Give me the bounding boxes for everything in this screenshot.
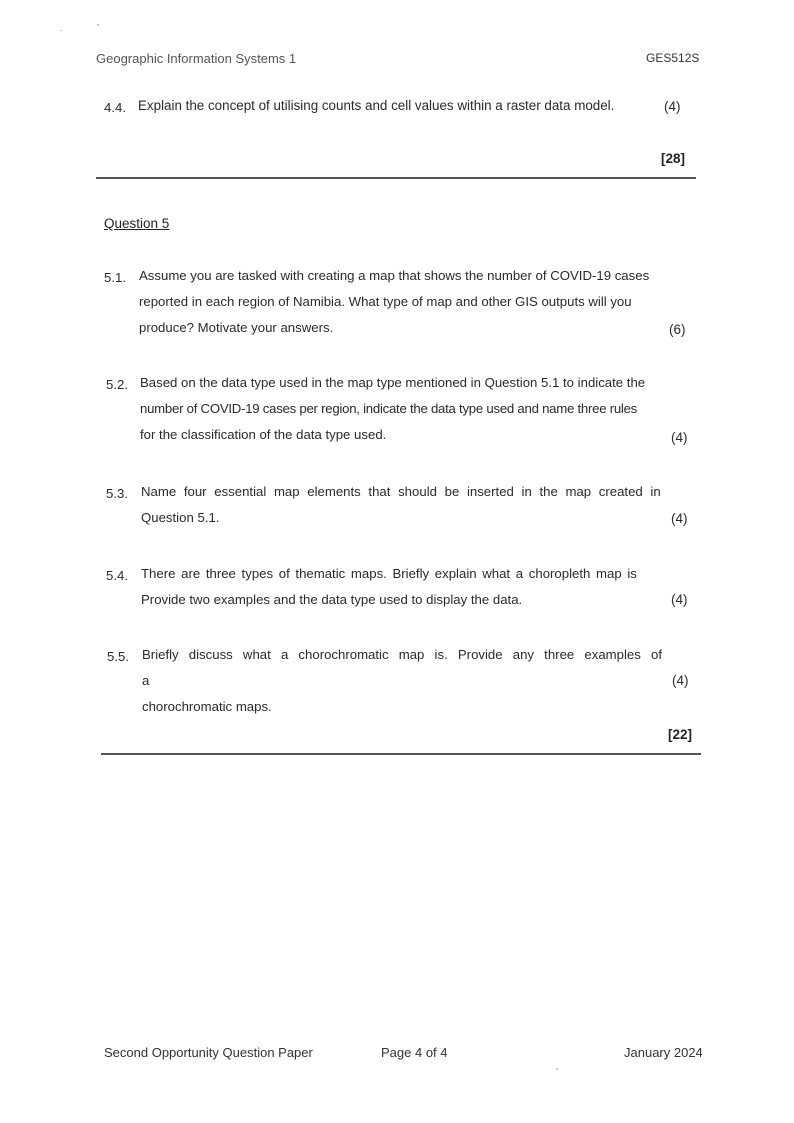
text-line: Provide two examples and the data type used to display the data.: [141, 592, 523, 607]
question-5-title: Question 5: [104, 216, 170, 231]
text-line: number of COVID-19 cases per region, indicate the data type used and name three rules: [140, 401, 638, 416]
course-title: Geographic Information Systems 1: [96, 51, 297, 66]
text-line: Briefly discuss what a chorochromatic map is. Provide any three examples of a: [142, 647, 662, 688]
text-line: produce? Motivate your answers.: [139, 320, 334, 335]
question-text-5-5: [142, 642, 662, 720]
scan-speck: [556, 1068, 558, 1070]
question-text-5-3: [141, 479, 661, 531]
question-4-total: [28]: [661, 151, 686, 166]
text-line: There are three types of thematic maps. Briefly explain what a choropleth map is: [141, 566, 637, 581]
text-line: Name four essential map elements that should be inserted in the map created in: [141, 484, 661, 499]
section-divider: [101, 753, 701, 755]
question-text-5-1: [139, 263, 659, 341]
question-number-5-5: 5.5.: [107, 649, 129, 664]
section-divider: [96, 177, 696, 179]
question-text-5-4: [141, 561, 661, 613]
text-line: for the classification of the data type used.: [140, 427, 387, 442]
question-text-5-2: [140, 370, 660, 448]
question-number-5-1: 5.1.: [104, 270, 126, 285]
question-marks-5-5: (4): [672, 673, 689, 688]
question-5-total: [22]: [668, 727, 693, 742]
text-line: Assume you are tasked with creating a map that shows the number of COVID-19 cases: [139, 268, 650, 283]
question-marks-5-3: (4): [671, 511, 688, 526]
scan-speck: [97, 24, 99, 26]
question-marks-5-1: (6): [669, 322, 686, 337]
question-number-5-2: 5.2.: [106, 377, 128, 392]
question-marks-5-2: (4): [671, 430, 688, 445]
text-line: reported in each region of Namibia. What type of map and other GIS outputs will you: [139, 294, 632, 309]
question-text-4-4: Explain the concept of utilising counts and cell values within a raster data model.: [138, 98, 615, 113]
question-number-4-4: 4.4.: [104, 100, 126, 115]
question-marks-4-4: (4): [664, 99, 681, 114]
question-number-5-4: 5.4.: [106, 568, 128, 583]
question-marks-5-4: (4): [671, 592, 688, 607]
question-number-5-3: 5.3.: [106, 486, 128, 501]
course-code: GES512S: [646, 51, 700, 65]
footer-date: January 2024: [624, 1045, 703, 1060]
footer-paper-type: Second Opportunity Question Paper: [104, 1045, 313, 1060]
text-line: Based on the data type used in the map type mentioned in Question 5.1 to indicate the: [140, 375, 646, 390]
text-line: Question 5.1.: [141, 510, 220, 525]
footer-page-number: Page 4 of 4: [381, 1045, 448, 1060]
text-line: chorochromatic maps.: [142, 699, 272, 714]
scan-speck: [60, 30, 62, 31]
